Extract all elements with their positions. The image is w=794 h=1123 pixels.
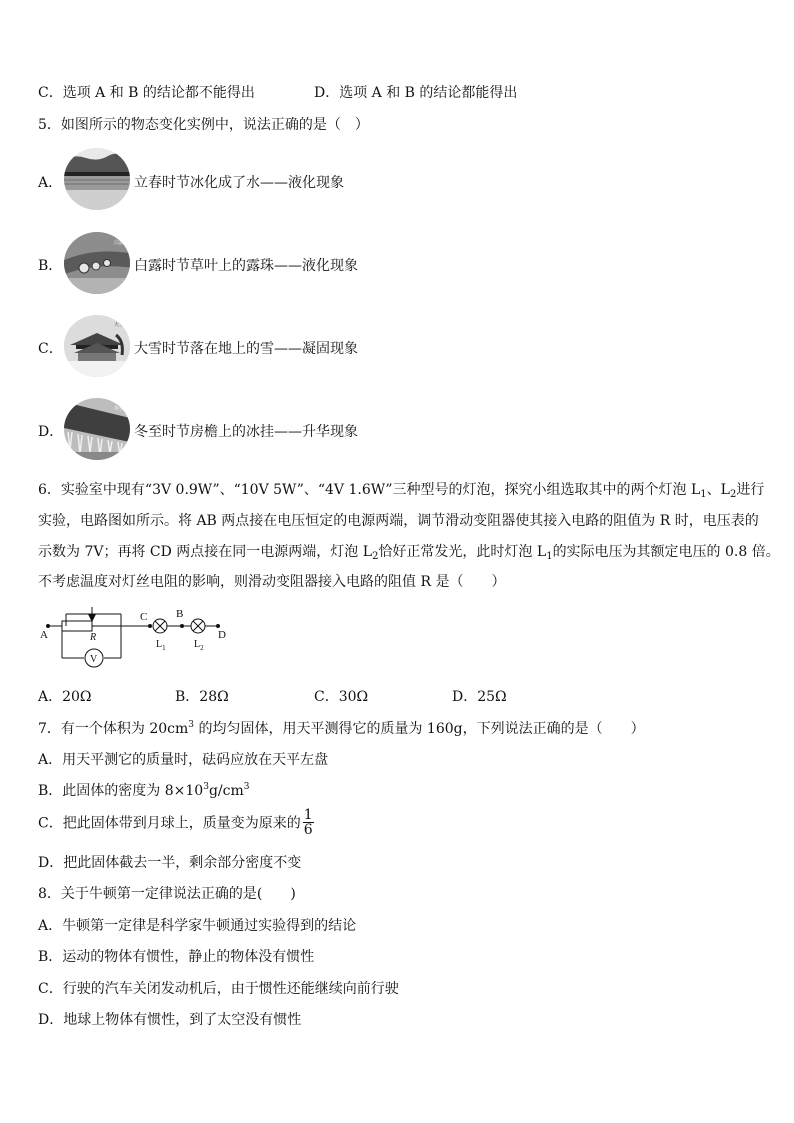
circuit-label-r: R: [90, 632, 97, 643]
q5-option-b-text: 白露时节草叶上的露珠——液化现象: [134, 258, 358, 274]
circuit-label-a: A: [40, 629, 48, 641]
q5-option-a-letter: A．: [38, 175, 63, 191]
circuit-label-l1: $L_1$: [156, 639, 166, 652]
q5-option-d-pic-label: 冬至: [114, 406, 125, 412]
q8-stem: 8．关于牛顿第一定律说法正确的是( ): [38, 886, 296, 902]
q4-option-c: C．选项 A 和 B 的结论都不能得出: [38, 85, 255, 101]
q6-option-c: C．30Ω: [314, 689, 369, 705]
q4-option-d: D．选项 A 和 B 的结论都能得出: [314, 85, 518, 101]
q5-stem: 5．如图所示的物态变化实例中，说法正确的是（ ）: [38, 117, 369, 133]
q7-option-d: D．把此固体截去一半，剩余部分密度不变: [38, 855, 302, 871]
q5-option-a-text: 立春时节冰化成了水——液化现象: [134, 175, 344, 191]
q6-line-3: 示数为 7V；再将 CD 两点接在同一电源两端，灯泡 $L_2$恰好正常发光，此时灯泡 $L_1$的实际电压为其额定电压的 0.8 倍。: [38, 544, 780, 562]
q5-option-d-letter: D．: [38, 424, 64, 440]
q5-option-c-image: [64, 315, 130, 377]
q7-option-a: A．用天平测它的质量时，砝码应放在天平左盘: [38, 752, 329, 768]
circuit-label-b: B: [176, 608, 184, 620]
q8-option-b: B．运动的物体有惯性，静止的物体没有惯性: [38, 949, 315, 965]
q6-option-d: D．25Ω: [452, 689, 507, 705]
q5-option-b-letter: B．: [38, 258, 63, 274]
fraction-one-sixth: $\frac{1}{6}$: [303, 807, 313, 838]
q6-option-b: B．28Ω: [175, 689, 229, 705]
q6-line-2: 实验，电路图如所示。将 AB 两点接在电压恒定的电源两端，调节滑动变阻器使其接入电路的阻值为 R 时，电压表的: [38, 513, 759, 529]
circuit-label-c: C: [140, 611, 148, 623]
q7-option-b: B．此固体的密度为 $8\times 10^3g/cm^3$: [38, 782, 250, 799]
q5-option-b-pic-label: 白露: [114, 240, 125, 246]
circuit-label-d: D: [218, 629, 226, 641]
q5-option-d-text: 冬至时节房檐上的冰挂——升华现象: [134, 424, 358, 440]
q6-line-4: 不考虑温度对灯丝电阻的影响，则滑动变阻器接入电路的阻值 R 是（ ）: [38, 574, 506, 590]
q5-option-d-image: [64, 398, 130, 460]
q8-option-c: C．行驶的汽车关闭发动机后，由于惯性还能继续向前行驶: [38, 981, 399, 997]
q7-stem: 7．有一个体积为 $20cm^3$ 的均匀固体，用天平测得它的质量为 160g，下列说法正确的是（ ）: [38, 720, 645, 737]
circuit-label-v: V: [90, 654, 98, 665]
q5-option-a-image: [64, 148, 130, 210]
q5-option-b-image: [64, 232, 130, 294]
q6-option-a: A．20Ω: [38, 689, 92, 705]
q8-option-d: D．地球上物体有惯性，到了太空没有惯性: [38, 1012, 302, 1028]
q5-option-c-pic-label: 大雪: [114, 322, 125, 328]
q6-circuit-diagram: [36, 602, 236, 672]
q5-option-c-letter: C．: [38, 341, 63, 357]
q8-option-a: A．牛顿第一定律是科学家牛顿通过实验得到的结论: [38, 918, 357, 934]
q6-line-1: 6．实验室中现有“3V 0.9W”、“10V 5W”、“4V 1.6W”三种型号的灯泡，探究小组选取其中的两个灯泡 $L_1$、$L_2$进行: [38, 482, 765, 500]
q7-option-c: C．把此固体带到月球上，质量变为原来的 $\frac{1}{6}$: [38, 807, 313, 838]
circuit-label-l2: $L_2$: [194, 639, 204, 652]
q5-option-c-text: 大雪时节落在地上的雪——凝固现象: [134, 341, 358, 357]
q5-option-a-pic-label: 立春: [114, 154, 125, 160]
